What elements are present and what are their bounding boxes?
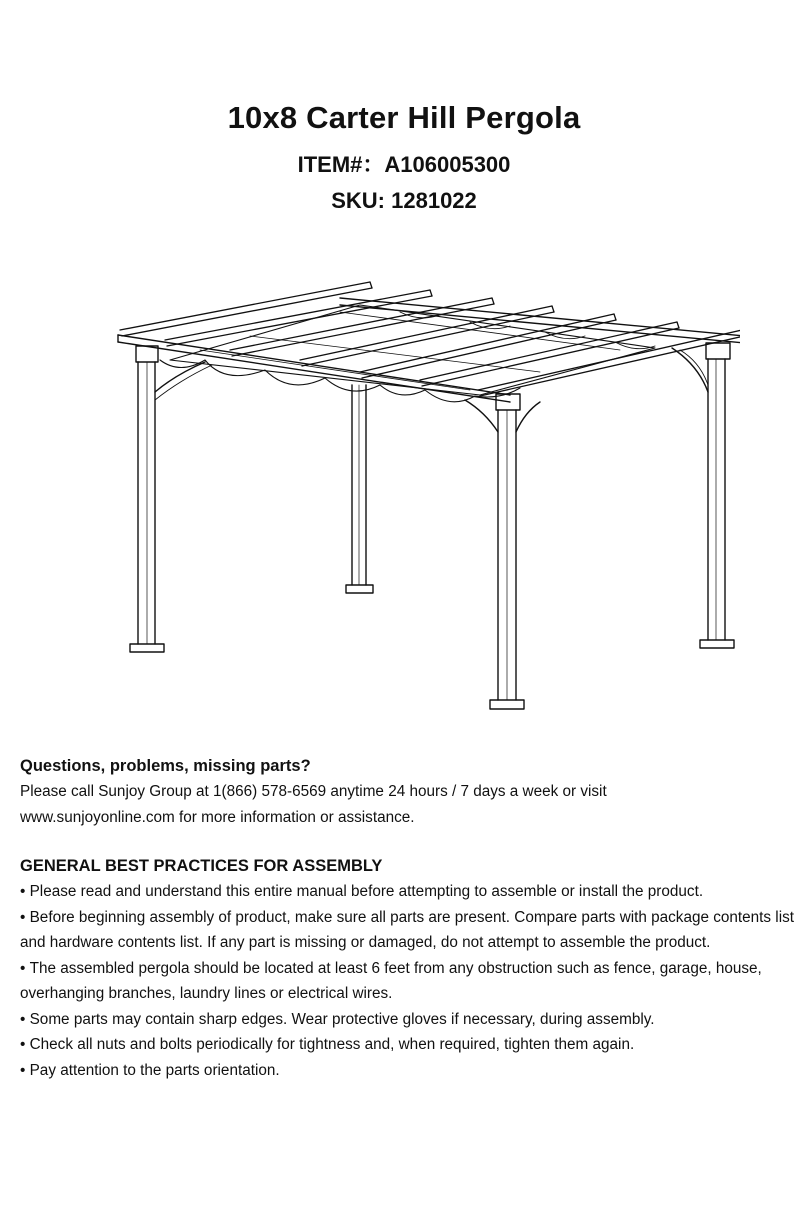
list-item: • Before beginning assembly of product, make sure all parts are present. Compare parts with package contents list and hardware contents list. If any part is missing or damaged, do not attempt to assemble the product.	[20, 905, 800, 956]
page-title: 10x8 Carter Hill Pergola	[227, 100, 581, 135]
post-front-right	[465, 394, 540, 709]
list-item: • Please read and understand this entire manual before attempting to assemble or install the product.	[20, 879, 800, 905]
support-line-1: Please call Sunjoy Group at 1(866) 578-6569 anytime 24 hours / 7 days a week or visit	[20, 783, 607, 800]
pergola-illustration	[100, 270, 740, 720]
support-text	[20, 779, 800, 830]
sku-value: 1281022	[391, 188, 477, 213]
support-line-2: www.sunjoyonline.com for more information or assistance.	[20, 808, 415, 826]
item-number-line	[0, 148, 808, 179]
pergola-line-drawing-icon	[100, 270, 740, 720]
post-back-right	[672, 343, 734, 648]
post-back-left	[346, 385, 373, 593]
practices-heading: GENERAL BEST PRACTICES FOR ASSEMBLY	[20, 857, 383, 875]
list-item: • Some parts may contain sharp edges. Wear protective gloves if necessary, during assembly.	[20, 1007, 800, 1033]
support-heading: Questions, problems, missing parts?	[20, 757, 311, 775]
practices-list	[20, 879, 800, 1083]
list-item: • The assembled pergola should be located at least 6 feet from any obstruction such as fence, garage, house, overhanging branches, laundry lines or electrical wires.	[20, 956, 800, 1007]
item-label: ITEM#：	[297, 152, 385, 177]
sku-line	[0, 188, 808, 214]
post-front-left	[130, 346, 212, 652]
list-item: • Check all nuts and bolts periodically for tightness and, when required, tighten them again.	[20, 1032, 800, 1058]
item-value: A106005300	[384, 152, 511, 177]
sku-label: SKU:	[331, 188, 385, 213]
list-item: • Pay attention to the parts orientation.	[20, 1058, 800, 1084]
